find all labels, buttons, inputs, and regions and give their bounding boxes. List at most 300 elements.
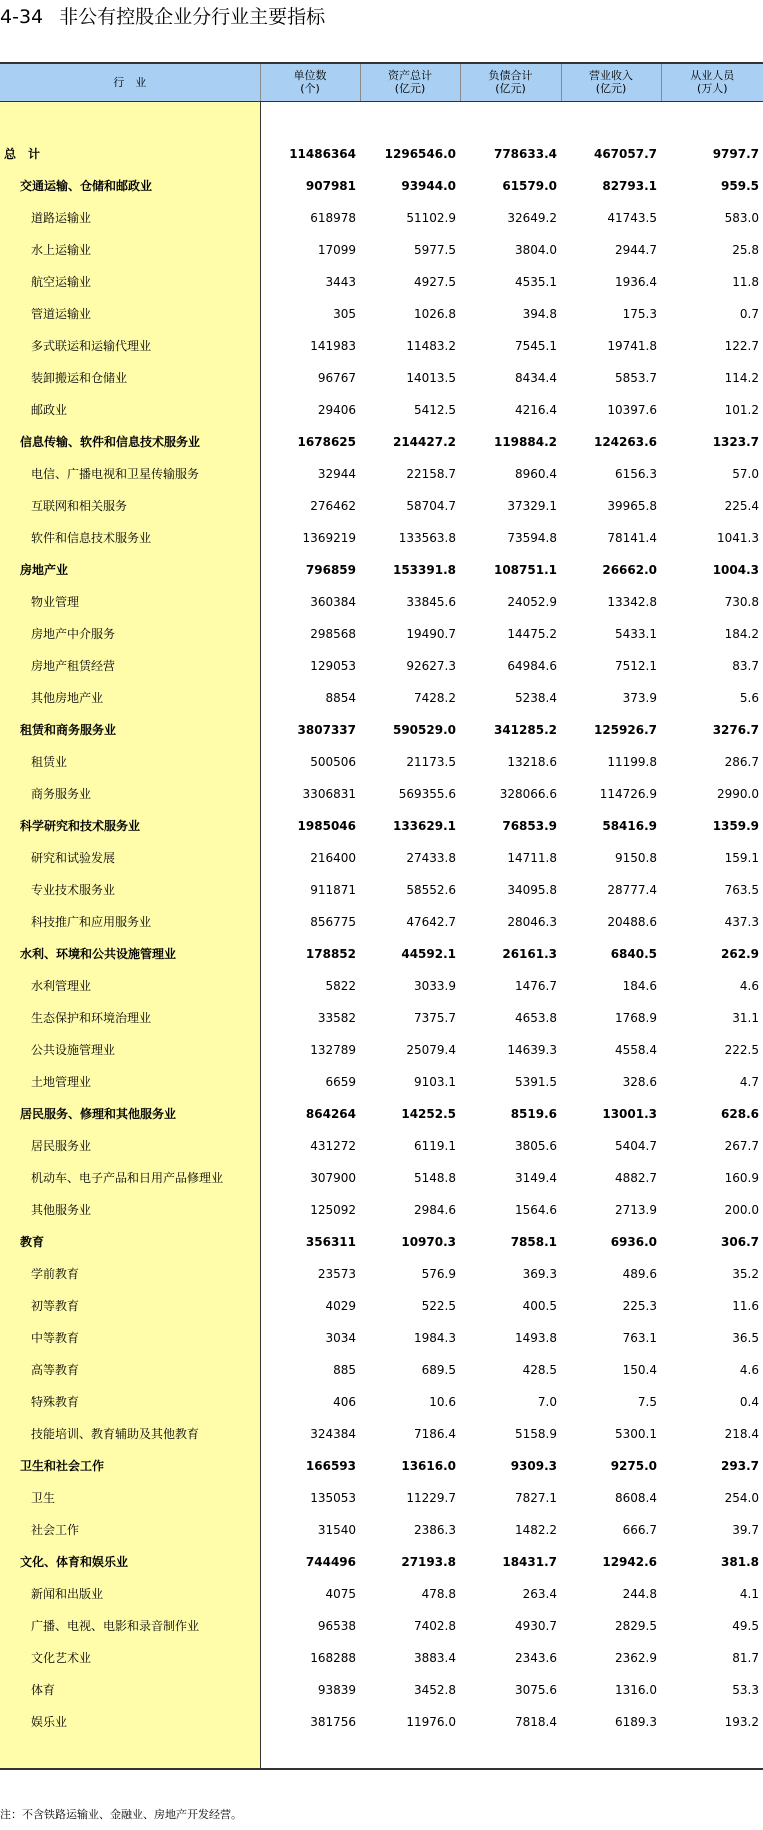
industry-name: 机动车、电子产品和日用产品修理业	[31, 1171, 224, 1185]
revenue-cell: 2713.9	[615, 1202, 657, 1217]
industry-cell	[0, 1418, 260, 1450]
assets-cell: 13616.0	[401, 1458, 456, 1473]
table-row	[0, 810, 763, 842]
employees-cell: 122.7	[724, 338, 759, 353]
assets-cell: 7428.2	[414, 690, 456, 705]
revenue-cell: 41743.5	[607, 210, 657, 225]
liabilities-cell: 64984.6	[507, 658, 557, 673]
liabilities-cell: 394.8	[522, 306, 557, 321]
header-industry: 行 业	[0, 63, 260, 101]
industry-cell	[0, 1002, 260, 1034]
assets-cell: 1026.8	[414, 306, 456, 321]
liabilities-cell: 28046.3	[507, 914, 557, 929]
table-row	[0, 938, 763, 970]
assets-cell: 133629.1	[392, 818, 456, 833]
employees-cell: 36.5	[732, 1330, 759, 1345]
assets-cell: 7402.8	[414, 1618, 456, 1633]
employees-cell: 293.7	[721, 1458, 759, 1473]
units-cell: 141983	[310, 338, 356, 353]
liabilities-cell: 119884.2	[493, 434, 557, 449]
industry-cell	[0, 330, 260, 362]
assets-cell: 58552.6	[406, 882, 456, 897]
units-cell: 96767	[317, 370, 356, 385]
header-revenue: 营业收入 (亿元)	[561, 63, 661, 101]
footnote: 注：不含铁路运输业、金融业、房地产开发经营。	[0, 1808, 242, 1821]
units-cell: 135053	[310, 1490, 356, 1505]
table-row	[0, 202, 763, 234]
industry-cell	[0, 618, 260, 650]
assets-cell: 1984.3	[414, 1330, 456, 1345]
revenue-cell: 58416.9	[602, 818, 657, 833]
table-row	[0, 1322, 763, 1354]
revenue-cell: 5300.1	[615, 1426, 657, 1441]
units-cell: 17099	[317, 242, 356, 257]
spacer-cell	[561, 1738, 661, 1769]
industry-name: 社会工作	[31, 1523, 80, 1537]
industry-cell	[0, 458, 260, 490]
table-row	[0, 490, 763, 522]
units-cell: 125092	[310, 1202, 356, 1217]
employees-cell: 193.2	[724, 1714, 759, 1729]
header-units: 单位数 (个)	[260, 63, 360, 101]
industry-name: 其他房地产业	[31, 691, 104, 705]
revenue-cell: 467057.7	[593, 146, 657, 161]
industry-cell	[0, 1546, 260, 1578]
table-row	[0, 1546, 763, 1578]
units-cell: 796859	[305, 562, 356, 577]
industry-name: 软件和信息技术服务业	[31, 531, 152, 545]
liabilities-cell: 34095.8	[507, 882, 557, 897]
table-row	[0, 330, 763, 362]
data-table-container	[0, 62, 763, 1770]
revenue-cell: 328.6	[622, 1074, 657, 1089]
liabilities-cell: 26161.3	[502, 946, 557, 961]
industry-name: 航空运输业	[31, 275, 92, 289]
industry-name: 公共设施管理业	[31, 1043, 116, 1057]
table-title: 非公有控股企业分行业主要指标	[59, 6, 326, 28]
employees-cell: 1359.9	[712, 818, 759, 833]
units-cell: 911871	[310, 882, 356, 897]
liabilities-cell: 1564.6	[515, 1202, 557, 1217]
employees-cell: 9797.7	[712, 146, 759, 161]
industry-cell	[0, 1354, 260, 1386]
industry-name: 房地产中介服务	[31, 627, 116, 641]
units-cell: 31540	[317, 1522, 356, 1537]
industry-name: 水利管理业	[31, 979, 92, 993]
liabilities-cell: 32649.2	[507, 210, 557, 225]
industry-cell	[0, 426, 260, 458]
employees-cell: 11.8	[732, 274, 759, 289]
units-cell: 298568	[310, 626, 356, 641]
spacer-cell	[0, 101, 260, 138]
industry-cell	[0, 522, 260, 554]
spacer-cell	[260, 1738, 360, 1769]
revenue-cell: 373.9	[622, 690, 657, 705]
assets-cell: 10.6	[429, 1394, 456, 1409]
revenue-cell: 9275.0	[610, 1458, 657, 1473]
liabilities-cell: 4653.8	[515, 1010, 557, 1025]
industry-cell	[0, 1514, 260, 1546]
industry-name: 卫生	[31, 1491, 56, 1505]
industry-cell	[0, 554, 260, 586]
assets-cell: 5148.8	[414, 1170, 456, 1185]
industry-name: 道路运输业	[31, 211, 92, 225]
table-row	[0, 1642, 763, 1674]
employees-cell: 3276.7	[712, 722, 759, 737]
units-cell: 3034	[325, 1330, 356, 1345]
units-cell: 4075	[325, 1586, 356, 1601]
units-cell: 856775	[310, 914, 356, 929]
table-row	[0, 298, 763, 330]
units-cell: 129053	[310, 658, 356, 673]
employees-cell: 1004.3	[712, 562, 759, 577]
industry-name: 体育	[31, 1683, 56, 1697]
table-row	[0, 778, 763, 810]
table-row	[0, 682, 763, 714]
table-row	[0, 1706, 763, 1738]
revenue-cell: 5404.7	[615, 1138, 657, 1153]
industry-name: 技能培训、教育辅助及其他教育	[31, 1427, 200, 1441]
employees-cell: 381.8	[721, 1554, 759, 1569]
industry-name: 电信、广播电视和卫星传输服务	[31, 467, 200, 481]
employees-cell: 730.8	[724, 594, 759, 609]
industry-indicators-table	[0, 62, 763, 1770]
units-cell: 96538	[317, 1618, 356, 1633]
employees-cell: 222.5	[724, 1042, 759, 1057]
table-row	[0, 458, 763, 490]
industry-cell	[0, 234, 260, 266]
industry-cell	[0, 1034, 260, 1066]
revenue-cell: 26662.0	[602, 562, 657, 577]
assets-cell: 25079.4	[406, 1042, 456, 1057]
industry-name: 水上运输业	[31, 243, 92, 257]
industry-name: 教育	[20, 1235, 45, 1249]
assets-cell: 6119.1	[414, 1138, 456, 1153]
industry-name: 信息传输、软件和信息技术服务业	[20, 435, 201, 449]
liabilities-cell: 4930.7	[515, 1618, 557, 1633]
table-row	[0, 650, 763, 682]
employees-cell: 200.0	[724, 1202, 759, 1217]
employees-cell: 0.7	[739, 306, 759, 321]
units-cell: 431272	[310, 1138, 356, 1153]
units-cell: 23573	[317, 1266, 356, 1281]
spacer-cell	[260, 101, 360, 138]
assets-cell: 27433.8	[406, 850, 456, 865]
spacer-cell	[661, 1738, 763, 1769]
industry-cell	[0, 1098, 260, 1130]
industry-name: 互联网和相关服务	[31, 499, 128, 513]
spacer-cell	[360, 101, 460, 138]
assets-cell: 14252.5	[401, 1106, 456, 1121]
units-cell: 500506	[310, 754, 356, 769]
spacer-row	[0, 101, 763, 138]
assets-cell: 10970.3	[401, 1234, 456, 1249]
assets-cell: 5977.5	[414, 242, 456, 257]
table-row	[0, 394, 763, 426]
table-row	[0, 618, 763, 650]
assets-cell: 3883.4	[414, 1650, 456, 1665]
revenue-cell: 20488.6	[607, 914, 657, 929]
revenue-cell: 666.7	[622, 1522, 657, 1537]
industry-cell	[0, 1290, 260, 1322]
employees-cell: 1323.7	[712, 434, 759, 449]
units-cell: 1369219	[302, 530, 356, 545]
industry-name: 居民服务业	[31, 1139, 92, 1153]
employees-cell: 1041.3	[717, 530, 759, 545]
assets-cell: 11976.0	[406, 1714, 456, 1729]
industry-name: 水利、环境和公共设施管理业	[20, 947, 177, 961]
liabilities-cell: 369.3	[522, 1266, 557, 1281]
assets-cell: 21173.5	[406, 754, 456, 769]
revenue-cell: 6840.5	[610, 946, 657, 961]
industry-cell	[0, 1322, 260, 1354]
liabilities-cell: 14711.8	[507, 850, 557, 865]
units-cell: 356311	[305, 1234, 356, 1249]
employees-cell: 267.7	[724, 1138, 759, 1153]
revenue-cell: 10397.6	[607, 402, 657, 417]
table-row	[0, 1258, 763, 1290]
assets-cell: 569355.6	[398, 786, 456, 801]
units-cell: 8854	[325, 690, 356, 705]
revenue-cell: 1936.4	[615, 274, 657, 289]
header-employees: 从业人员 (万人)	[661, 63, 763, 101]
industry-cell	[0, 586, 260, 618]
employees-cell: 184.2	[724, 626, 759, 641]
industry-name: 学前教育	[31, 1267, 80, 1281]
employees-cell: 286.7	[724, 754, 759, 769]
table-row	[0, 234, 763, 266]
industry-cell	[0, 202, 260, 234]
industry-cell	[0, 906, 260, 938]
industry-name: 娱乐业	[31, 1715, 68, 1729]
industry-cell	[0, 266, 260, 298]
assets-cell: 11483.2	[406, 338, 456, 353]
liabilities-cell: 341285.2	[493, 722, 557, 737]
assets-cell: 7375.7	[414, 1010, 456, 1025]
table-row	[0, 426, 763, 458]
industry-name: 广播、电视、电影和录音制作业	[31, 1619, 200, 1633]
table-row	[0, 1162, 763, 1194]
liabilities-cell: 7545.1	[515, 338, 557, 353]
table-row	[0, 714, 763, 746]
industry-name: 房地产业	[20, 563, 69, 577]
revenue-cell: 2829.5	[615, 1618, 657, 1633]
revenue-cell: 28777.4	[607, 882, 657, 897]
spacer-cell	[661, 101, 763, 138]
employees-cell: 4.6	[739, 978, 759, 993]
liabilities-cell: 8519.6	[510, 1106, 557, 1121]
employees-cell: 4.6	[739, 1362, 759, 1377]
revenue-cell: 150.4	[622, 1362, 657, 1377]
units-cell: 885	[333, 1362, 356, 1377]
units-cell: 744496	[305, 1554, 356, 1569]
table-row	[0, 586, 763, 618]
employees-cell: 11.6	[732, 1298, 759, 1313]
units-cell: 5822	[325, 978, 356, 993]
revenue-cell: 5433.1	[615, 626, 657, 641]
industry-cell	[0, 1642, 260, 1674]
assets-cell: 58704.7	[406, 498, 456, 513]
assets-cell: 7186.4	[414, 1426, 456, 1441]
revenue-cell: 39965.8	[607, 498, 657, 513]
liabilities-cell: 7827.1	[515, 1490, 557, 1505]
revenue-cell: 6156.3	[615, 466, 657, 481]
industry-cell	[0, 650, 260, 682]
assets-cell: 51102.9	[406, 210, 456, 225]
assets-cell: 92627.3	[406, 658, 456, 673]
liabilities-cell: 9309.3	[510, 1458, 557, 1473]
units-cell: 276462	[310, 498, 356, 513]
revenue-cell: 4882.7	[615, 1170, 657, 1185]
liabilities-cell: 778633.4	[493, 146, 557, 161]
industry-name: 交通运输、仓储和邮政业	[20, 179, 153, 193]
revenue-cell: 6189.3	[615, 1714, 657, 1729]
employees-cell: 218.4	[724, 1426, 759, 1441]
revenue-cell: 114726.9	[599, 786, 657, 801]
assets-cell: 19490.7	[406, 626, 456, 641]
revenue-cell: 11199.8	[607, 754, 657, 769]
assets-cell: 9103.1	[414, 1074, 456, 1089]
spacer-cell	[561, 101, 661, 138]
industry-cell	[0, 842, 260, 874]
industry-cell	[0, 778, 260, 810]
liabilities-cell: 14639.3	[507, 1042, 557, 1057]
units-cell: 324384	[310, 1426, 356, 1441]
industry-name: 专业技术服务业	[31, 883, 116, 897]
assets-cell: 11229.7	[406, 1490, 456, 1505]
employees-cell: 254.0	[724, 1490, 759, 1505]
liabilities-cell: 8960.4	[515, 466, 557, 481]
units-cell: 29406	[317, 402, 356, 417]
industry-cell	[0, 1194, 260, 1226]
industry-name: 邮政业	[31, 403, 68, 417]
units-cell: 1678625	[297, 434, 356, 449]
industry-cell	[0, 1450, 260, 1482]
employees-cell: 4.1	[739, 1586, 759, 1601]
units-cell: 1985046	[297, 818, 356, 833]
revenue-cell: 1316.0	[615, 1682, 657, 1697]
assets-cell: 689.5	[421, 1362, 456, 1377]
liabilities-cell: 428.5	[522, 1362, 557, 1377]
units-cell: 3807337	[297, 722, 356, 737]
spacer-cell	[460, 1738, 561, 1769]
liabilities-cell: 61579.0	[502, 178, 557, 193]
units-cell: 216400	[310, 850, 356, 865]
liabilities-cell: 1493.8	[515, 1330, 557, 1345]
table-row	[0, 1098, 763, 1130]
units-cell: 11486364	[289, 146, 356, 161]
industry-cell	[0, 1386, 260, 1418]
employees-cell: 0.4	[739, 1394, 759, 1409]
employees-cell: 763.5	[724, 882, 759, 897]
revenue-cell: 489.6	[622, 1266, 657, 1281]
revenue-cell: 763.1	[622, 1330, 657, 1345]
industry-cell	[0, 1162, 260, 1194]
units-cell: 3306831	[302, 786, 356, 801]
table-row	[0, 1130, 763, 1162]
industry-cell	[0, 874, 260, 906]
liabilities-cell: 263.4	[522, 1586, 557, 1601]
industry-name: 商务服务业	[31, 787, 92, 801]
industry-cell	[0, 1706, 260, 1738]
table-row	[0, 1674, 763, 1706]
assets-cell: 214427.2	[392, 434, 456, 449]
liabilities-cell: 8434.4	[515, 370, 557, 385]
industry-name: 租赁业	[31, 755, 68, 769]
units-cell: 864264	[305, 1106, 356, 1121]
assets-cell: 576.9	[421, 1266, 456, 1281]
liabilities-cell: 3805.6	[515, 1138, 557, 1153]
table-row	[0, 1226, 763, 1258]
table-row	[0, 1066, 763, 1098]
industry-name: 文化艺术业	[31, 1651, 92, 1665]
header-liabilities: 负债合计 (亿元)	[460, 63, 561, 101]
assets-cell: 27193.8	[401, 1554, 456, 1569]
table-row	[0, 138, 763, 170]
industry-name: 总 计	[4, 147, 41, 161]
industry-cell	[0, 138, 260, 170]
assets-cell: 14013.5	[406, 370, 456, 385]
units-cell: 6659	[325, 1074, 356, 1089]
employees-cell: 39.7	[732, 1522, 759, 1537]
liabilities-cell: 37329.1	[507, 498, 557, 513]
industry-cell	[0, 490, 260, 522]
units-cell: 93839	[317, 1682, 356, 1697]
units-cell: 32944	[317, 466, 356, 481]
industry-name: 多式联运和运输代理业	[31, 339, 152, 353]
industry-cell	[0, 394, 260, 426]
revenue-cell: 244.8	[622, 1586, 657, 1601]
revenue-cell: 5853.7	[615, 370, 657, 385]
units-cell: 305	[333, 306, 356, 321]
revenue-cell: 13342.8	[607, 594, 657, 609]
liabilities-cell: 2343.6	[515, 1650, 557, 1665]
assets-cell: 5412.5	[414, 402, 456, 417]
liabilities-cell: 24052.9	[507, 594, 557, 609]
units-cell: 33582	[317, 1010, 356, 1025]
assets-cell: 590529.0	[392, 722, 456, 737]
table-row	[0, 1002, 763, 1034]
employees-cell: 101.2	[724, 402, 759, 417]
spacer-cell	[460, 101, 561, 138]
industry-name: 研究和试验发展	[31, 851, 116, 865]
revenue-cell: 4558.4	[615, 1042, 657, 1057]
revenue-cell: 9150.8	[615, 850, 657, 865]
units-cell: 907981	[305, 178, 356, 193]
table-row	[0, 906, 763, 938]
employees-cell: 31.1	[732, 1010, 759, 1025]
liabilities-cell: 4535.1	[515, 274, 557, 289]
liabilities-cell: 3804.0	[515, 242, 557, 257]
liabilities-cell: 5391.5	[515, 1074, 557, 1089]
table-row	[0, 1194, 763, 1226]
employees-cell: 53.3	[732, 1682, 759, 1697]
units-cell: 166593	[305, 1458, 356, 1473]
header-assets: 资产总计 (亿元)	[360, 63, 460, 101]
revenue-cell: 7.5	[637, 1394, 657, 1409]
industry-name: 高等教育	[31, 1363, 80, 1377]
employees-cell: 262.9	[721, 946, 759, 961]
table-row	[0, 1418, 763, 1450]
employees-cell: 583.0	[724, 210, 759, 225]
liabilities-cell: 7818.4	[515, 1714, 557, 1729]
units-cell: 618978	[310, 210, 356, 225]
liabilities-cell: 18431.7	[502, 1554, 557, 1569]
industry-cell	[0, 1674, 260, 1706]
industry-cell	[0, 810, 260, 842]
industry-name: 文化、体育和娱乐业	[20, 1555, 129, 1569]
table-row	[0, 1578, 763, 1610]
